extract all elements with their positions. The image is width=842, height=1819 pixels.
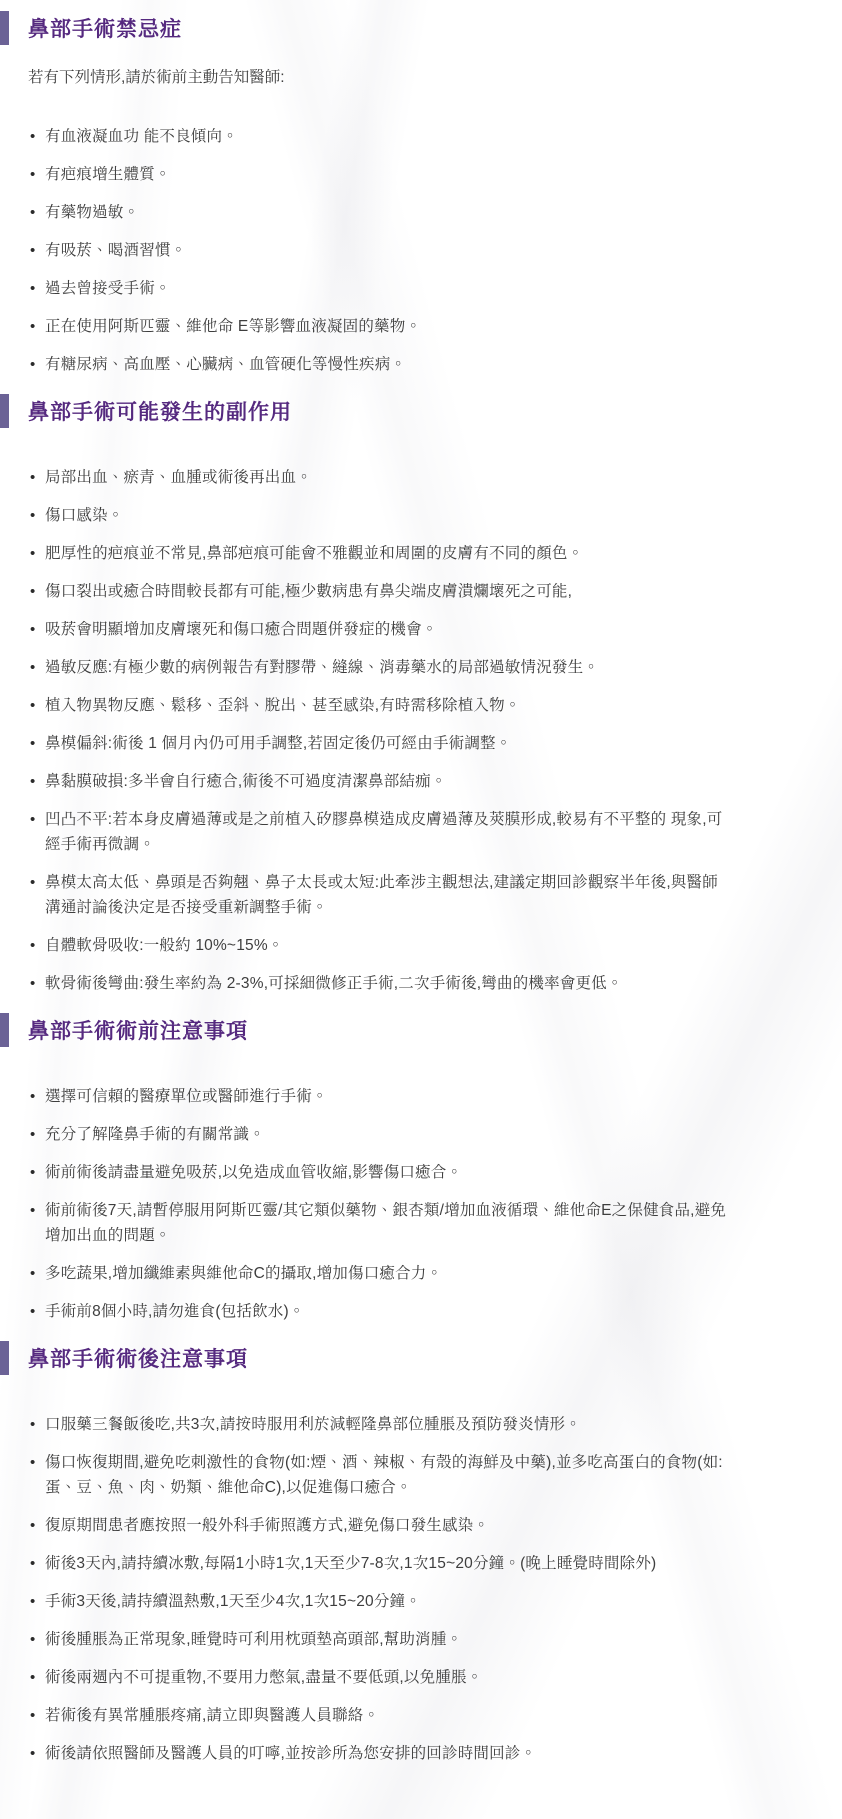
list-item: • 正在使用阿斯匹靈、維他命 E等影響血液凝固的藥物。 <box>28 314 728 339</box>
section-header <box>0 393 742 429</box>
section-title: 鼻部手術術後注意事項 <box>28 1348 248 1371</box>
list-item: • 過去曾接受手術。 <box>28 276 728 301</box>
list-item: • 口服藥三餐飯後吃,共3次,請按時服用利於減輕隆鼻部位腫脹及預防發炎情形。 <box>28 1412 728 1437</box>
list-item: • 肥厚性的疤痕並不常見,鼻部疤痕可能會不雅觀並和周圍的皮膚有不同的顏色。 <box>28 541 728 566</box>
list-item: • 自體軟骨吸收:一般約 10%~15%。 <box>28 933 728 958</box>
section-accent-bar <box>0 394 9 428</box>
list-item: • 有疤痕增生體質。 <box>28 162 728 187</box>
list-item: • 術前術後請盡量避免吸菸,以免造成血管收縮,影響傷口癒合。 <box>28 1160 728 1185</box>
list-item: • 充分了解隆鼻手術的有關常識。 <box>28 1122 728 1147</box>
list-item: • 術後請依照醫師及醫護人員的叮嚀,並按診所為您安排的回診時間回診。 <box>28 1741 728 1766</box>
list-item: • 若術後有異常腫脹疼痛,請立即與醫護人員聯絡。 <box>28 1703 728 1728</box>
list-item: • 鼻模太高太低、鼻頭是否夠翹、鼻子太長或太短:此牽涉主觀想法,建議定期回診觀察半年後,與醫師溝通討論後決定是否接受重新調整手術。 <box>28 870 728 920</box>
section-intro: 若有下列情形,請於術前主動告知醫師: <box>28 69 285 86</box>
list-item: • 傷口恢復期間,避免吃刺激性的食物(如:煙、酒、辣椒、有殼的海鮮及中藥),並多吃高蛋白的食物(如:蛋、豆、魚、肉、奶類、維他命C),以促進傷口癒合。 <box>28 1450 728 1500</box>
section-accent-bar <box>0 1013 9 1047</box>
section-list <box>28 1084 728 1324</box>
section-title: 鼻部手術禁忌症 <box>28 18 182 41</box>
section-header <box>0 1340 742 1376</box>
section-accent-bar <box>0 11 9 45</box>
list-item: • 有藥物過敏。 <box>28 200 728 225</box>
section-list <box>28 465 728 996</box>
list-item: • 術後腫脹為正常現象,睡覺時可利用枕頭墊高頭部,幫助消腫。 <box>28 1627 728 1652</box>
section <box>0 393 742 996</box>
list-item: • 手術3天後,請持續溫熱敷,1天至少4次,1次15~20分鐘。 <box>28 1589 728 1614</box>
list-item: • 植入物異物反應、鬆移、歪斜、脫出、甚至感染,有時需移除植入物。 <box>28 693 728 718</box>
section-accent-bar <box>0 1341 9 1375</box>
list-item: • 傷口感染。 <box>28 503 728 528</box>
section-title: 鼻部手術術前注意事項 <box>28 1020 248 1043</box>
list-item: • 鼻黏膜破損:多半會自行癒合,術後不可過度清潔鼻部結痂。 <box>28 769 728 794</box>
list-item: • 術前術後7天,請暫停服用阿斯匹靈/其它類似藥物、銀杏類/增加血液循環、維他命E之保健食品,避免增加出血的問題。 <box>28 1198 728 1248</box>
section-header <box>0 1012 742 1048</box>
list-item: • 有糖尿病、高血壓、心臟病、血管硬化等慢性疾病。 <box>28 352 728 377</box>
section-title: 鼻部手術可能發生的副作用 <box>28 401 292 424</box>
list-item: • 手術前8個小時,請勿進食(包括飲水)。 <box>28 1299 728 1324</box>
section <box>0 1340 742 1766</box>
list-item: • 術後3天內,請持續冰敷,每隔1小時1次,1天至少7-8次,1次15~20分鐘。(晚上睡覺時間除外) <box>28 1551 728 1576</box>
section-list <box>28 124 728 377</box>
section-list <box>28 1412 728 1766</box>
list-item: • 復原期間患者應按照一般外科手術照護方式,避免傷口發生感染。 <box>28 1513 728 1538</box>
list-item: • 過敏反應:有極少數的病例報告有對膠帶、縫線、消毒藥水的局部過敏情況發生。 <box>28 655 728 680</box>
list-item: • 術後兩週內不可提重物,不要用力憋氣,盡量不要低頭,以免腫脹。 <box>28 1665 728 1690</box>
list-item: • 局部出血、瘀青、血腫或術後再出血。 <box>28 465 728 490</box>
list-item: • 凹凸不平:若本身皮膚過薄或是之前植入矽膠鼻模造成皮膚過薄及莢膜形成,較易有不平整的 現象,可經手術再微調。 <box>28 807 728 857</box>
section <box>0 10 742 377</box>
list-item: • 吸菸會明顯增加皮膚壞死和傷口癒合問題併發症的機會。 <box>28 617 728 642</box>
list-item: • 多吃蔬果,增加纖維素與維他命C的攝取,增加傷口癒合力。 <box>28 1261 728 1286</box>
list-item: • 軟骨術後彎曲:發生率約為 2-3%,可採細微修正手術,二次手術後,彎曲的機率會更低。 <box>28 971 728 996</box>
section-header <box>0 10 742 46</box>
list-item: • 有吸菸、喝酒習慣。 <box>28 238 728 263</box>
list-item: • 鼻模偏斜:術後 1 個月內仍可用手調整,若固定後仍可經由手術調整。 <box>28 731 728 756</box>
list-item: • 選擇可信賴的醫療單位或醫師進行手術。 <box>28 1084 728 1109</box>
list-item: • 有血液凝血功 能不良傾向。 <box>28 124 728 149</box>
list-item: • 傷口裂出或癒合時間較長都有可能,極少數病患有鼻尖端皮膚潰爛壞死之可能, <box>28 579 728 604</box>
section <box>0 1012 742 1324</box>
